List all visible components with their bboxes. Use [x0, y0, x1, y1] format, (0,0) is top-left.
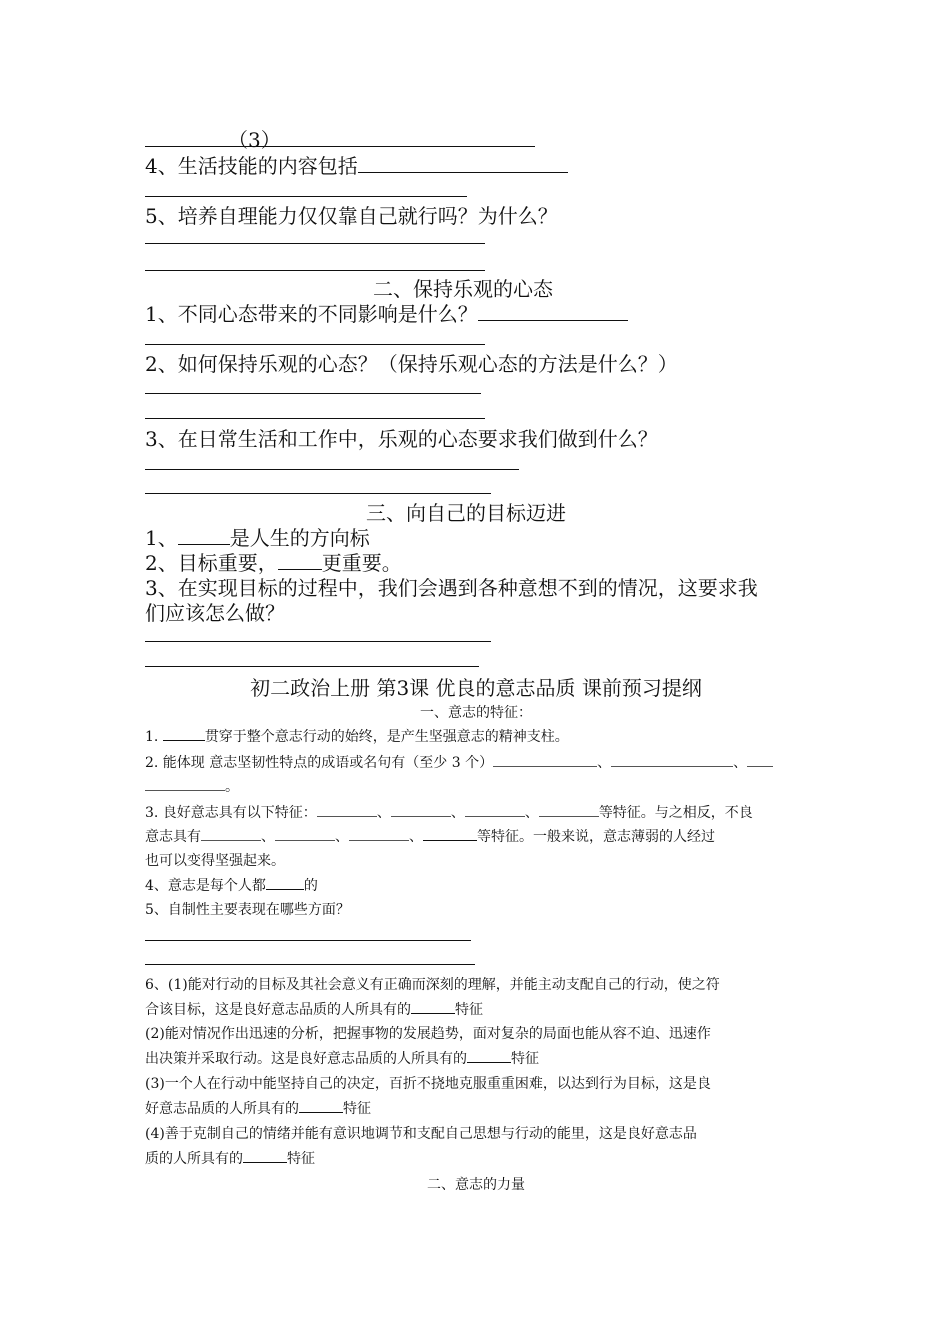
question-l3-6-4-line1: (4)善于克制自己的情绪并能有意识地调节和支配自己思想与行动的能里，这是良好意志品: [145, 1126, 697, 1142]
question-l3-6-3-line1: (3)一个人在行动中能坚持自己的决定，百折不挠地克服重重困难，以达到行为目标，这是良: [145, 1076, 711, 1092]
section-heading-will-features: 一、意志的特征：: [420, 705, 532, 721]
answer-blank[interactable]: [358, 152, 568, 173]
answer-blank[interactable]: [317, 802, 377, 817]
answer-line: [145, 393, 481, 394]
question-2-1: [145, 298, 628, 327]
answer-line: [145, 146, 535, 147]
question-prefix: 4、意志是每个人都: [145, 878, 266, 894]
question-suffix: 特征: [287, 1151, 315, 1167]
separator: 、: [261, 829, 275, 845]
answer-line: [145, 964, 475, 965]
answer-blank[interactable]: [278, 549, 322, 570]
section-heading-goals: 三、向自己的目标迈进: [366, 501, 566, 525]
question-l3-6-2-line1: (2)能对情况作出迅速的分析，把握事物的发展趋势，面对复杂的局面也能从容不迫、迅速作: [145, 1026, 711, 1042]
separator: 、: [524, 805, 539, 821]
question-l3-6-1-line1: 6、(1)能对行动的目标及其社会意义有正确而深刻的理解，并能主动支配自己的行动，使之符: [145, 977, 720, 993]
separator: 、: [450, 805, 465, 821]
answer-blank[interactable]: [391, 802, 451, 817]
answer-blank[interactable]: [539, 802, 599, 817]
answer-blank[interactable]: [178, 524, 230, 545]
question-l3-4: [145, 875, 318, 895]
answer-blank[interactable]: [163, 726, 205, 741]
question-l3-5: 5、自制性主要表现在哪些方面？: [145, 902, 350, 918]
answer-blank[interactable]: [467, 1048, 511, 1063]
question-suffix: 的: [303, 878, 318, 894]
question-prefix: 意志具有: [145, 829, 201, 845]
question-l3-3-line3: 也可以变得坚强起来。: [145, 853, 285, 869]
answer-blank[interactable]: [465, 802, 525, 817]
lesson-title: 初二政治上册 第3课 优良的意志品质 课前预习提纲: [250, 676, 702, 700]
answer-line: [145, 666, 479, 667]
question-suffix: 等特征。与之相反，不良: [598, 805, 753, 821]
question-l3-3-line2: [145, 826, 715, 846]
answer-blank[interactable]: [145, 776, 225, 791]
answer-blank[interactable]: [411, 999, 455, 1014]
question-prefix: 2、目标重要，: [145, 551, 278, 575]
question-suffix: 特征: [343, 1101, 371, 1117]
question-l3-3-line1: [145, 802, 753, 822]
question-l3-2-cont: [145, 776, 239, 796]
section-heading-optimism: 二、保持乐观的心态: [373, 277, 553, 301]
question-suffix: 特征: [455, 1002, 483, 1018]
question-suffix: 是人生的方向标: [229, 526, 370, 550]
question-l3-6-3-line2: [145, 1098, 371, 1118]
question-2-3: 3、在日常生活和工作中，乐观的心态要求我们做到什么？: [145, 427, 658, 451]
answer-blank[interactable]: [243, 1148, 287, 1163]
separator: 、: [597, 755, 612, 771]
question-text: 2. 能体现 意志坚韧性特点的成语或名句有（至少 3 个）: [145, 755, 494, 771]
separator: 、: [409, 829, 423, 845]
answer-line: [145, 270, 485, 271]
question-l3-1: [145, 726, 569, 746]
answer-blank[interactable]: [266, 875, 304, 890]
section-heading-will-power: 二、意志的力量: [427, 1177, 525, 1193]
answer-blank[interactable]: [478, 300, 628, 321]
answer-line: [145, 469, 519, 470]
answer-line: [145, 243, 485, 244]
question-l3-6-4-line2: [145, 1148, 315, 1168]
question-5: 5、培养自理能力仅仅靠自己就行吗？为什么？: [145, 204, 558, 228]
answer-line: [145, 344, 485, 345]
answer-blank[interactable]: [349, 826, 409, 841]
answer-blank[interactable]: [747, 752, 773, 767]
period: 。: [225, 779, 239, 795]
question-3-3-line2: 们应该怎么做？: [145, 601, 285, 625]
question-prefix: 1、: [145, 526, 178, 550]
answer-blank[interactable]: [299, 1098, 343, 1113]
question-text: 1、不同心态带来的不同影响是什么？: [145, 302, 478, 326]
separator: 、: [733, 755, 748, 771]
answer-blank[interactable]: [493, 752, 597, 767]
question-suffix: 特征: [511, 1051, 539, 1067]
answer-line: [145, 940, 471, 941]
question-l3-6-1-line2: [145, 999, 483, 1019]
answer-line: [145, 493, 491, 494]
answer-line: [145, 196, 467, 197]
question-text: 合该目标，这是良好意志品质的人所具有的: [145, 1002, 411, 1018]
question-2-2: 2、如何保持乐观的心态？（保持乐观心态的方法是什么？）: [145, 352, 678, 376]
question-prefix: 1.: [145, 729, 163, 745]
answer-blank[interactable]: [275, 826, 335, 841]
answer-line: [145, 418, 485, 419]
question-4: [145, 150, 568, 179]
separator: 、: [376, 805, 391, 821]
question-suffix: 等特征。一般来说，意志薄弱的人经过: [477, 829, 715, 845]
question-suffix: 更重要。: [321, 551, 402, 575]
separator: 、: [335, 829, 349, 845]
question-text: 好意志品质的人所具有的: [145, 1101, 299, 1117]
answer-blank[interactable]: [611, 752, 733, 767]
question-text: 出决策并采取行动。这是良好意志品质的人所具有的: [145, 1051, 467, 1067]
answer-blank[interactable]: [423, 826, 477, 841]
question-prefix: 3. 良好意志具有以下特征：: [145, 805, 317, 821]
item-3-label: （3）: [228, 128, 281, 152]
question-l3-2: [145, 752, 773, 772]
question-suffix: 贯穿于整个意志行动的始终，是产生坚强意志的精神支柱。: [204, 729, 569, 745]
question-4-text: 4、生活技能的内容包括: [145, 154, 358, 178]
question-text: 质的人所具有的: [145, 1151, 243, 1167]
question-l3-6-2-line2: [145, 1048, 539, 1068]
question-3-3-line1: 3、在实现目标的过程中，我们会遇到各种意想不到的情况，这要求我: [145, 576, 758, 600]
answer-line: [145, 641, 491, 642]
answer-blank[interactable]: [201, 826, 261, 841]
